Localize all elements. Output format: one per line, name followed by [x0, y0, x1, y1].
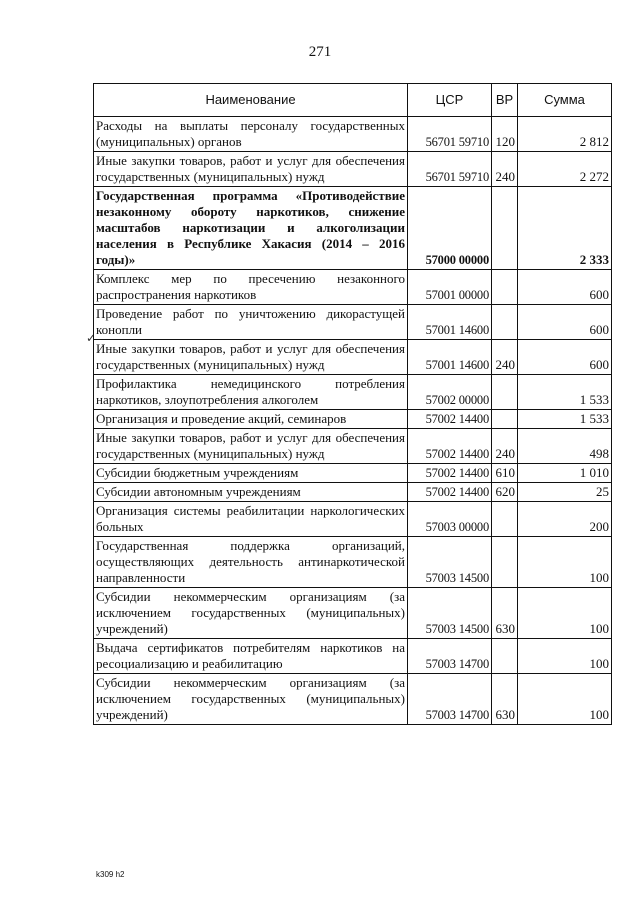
row-vr-cell: 240	[492, 152, 518, 187]
row-csr-cell: 57003 14700	[408, 674, 492, 725]
row-csr-cell: 57003 14500	[408, 537, 492, 588]
row-csr-cell: 57003 00000	[408, 502, 492, 537]
table-row	[94, 674, 612, 725]
row-name-cell: Проведение работ по уничтожению дикорастущей конопли	[94, 305, 408, 340]
row-name-cell: Иные закупки товаров, работ и услуг для обеспечения государственных (муниципальных) нужд	[94, 340, 408, 375]
row-sum-cell: 25	[518, 483, 612, 502]
row-vr-cell	[492, 270, 518, 305]
row-vr-cell	[492, 187, 518, 270]
row-name-cell: Государственная поддержка организаций, осуществляющих деятельность антинаркотической направленности	[94, 537, 408, 588]
row-name-cell: Иные закупки товаров, работ и услуг для обеспечения государственных (муниципальных) нужд	[94, 429, 408, 464]
row-vr-cell: 120	[492, 117, 518, 152]
row-sum-cell: 2 272	[518, 152, 612, 187]
row-sum-cell: 600	[518, 305, 612, 340]
row-sum-cell: 1 533	[518, 410, 612, 429]
table-row	[94, 340, 612, 375]
row-csr-cell: 56701 59710	[408, 152, 492, 187]
row-sum-cell: 2 812	[518, 117, 612, 152]
table-body	[94, 117, 612, 725]
table-row	[94, 375, 612, 410]
row-name-cell: Субсидии бюджетным учреждениям	[94, 464, 408, 483]
row-csr-cell: 57001 14600	[408, 305, 492, 340]
row-csr-cell: 57000 00000	[408, 187, 492, 270]
row-csr-cell: 57002 14400	[408, 410, 492, 429]
row-vr-cell	[492, 537, 518, 588]
row-vr-cell	[492, 502, 518, 537]
table-row	[94, 588, 612, 639]
row-csr-cell: 57003 14700	[408, 639, 492, 674]
row-name-cell: Расходы на выплаты персоналу государственных (муниципальных) органов	[94, 117, 408, 152]
row-csr-cell: 57002 00000	[408, 375, 492, 410]
table-row	[94, 483, 612, 502]
row-csr-cell: 57003 14500	[408, 588, 492, 639]
table-row	[94, 305, 612, 340]
row-name-cell: Организация и проведение акций, семинаров	[94, 410, 408, 429]
table-row	[94, 117, 612, 152]
row-sum-cell: 200	[518, 502, 612, 537]
budget-table	[93, 83, 612, 725]
row-name-cell: Организация системы реабилитации наркологических больных	[94, 502, 408, 537]
row-sum-cell: 100	[518, 537, 612, 588]
row-name-cell: Субсидии автономным учреждениям	[94, 483, 408, 502]
row-sum-cell: 100	[518, 639, 612, 674]
table-row	[94, 429, 612, 464]
row-name-cell: Комплекс мер по пресечению незаконного распространения наркотиков	[94, 270, 408, 305]
row-csr-cell: 57001 00000	[408, 270, 492, 305]
row-sum-cell: 1 010	[518, 464, 612, 483]
row-vr-cell	[492, 410, 518, 429]
header-sum: Сумма	[518, 84, 612, 117]
row-vr-cell: 610	[492, 464, 518, 483]
row-sum-cell: 600	[518, 270, 612, 305]
row-csr-cell: 57002 14400	[408, 483, 492, 502]
row-vr-cell: 240	[492, 340, 518, 375]
row-vr-cell: 630	[492, 674, 518, 725]
row-name-cell: Государственная программа «Противодействие незаконному обороту наркотиков, снижение масштабов наркотизации и алкоголизации населения в Республике Хакасия (2014 – 2016 годы)»	[94, 187, 408, 270]
row-sum-cell: 2 333	[518, 187, 612, 270]
row-sum-cell: 498	[518, 429, 612, 464]
table-header-row	[94, 84, 612, 117]
row-name-cell: Выдача сертификатов потребителям наркотиков на ресоциализацию и реабилитацию	[94, 639, 408, 674]
page-number: 271	[308, 44, 332, 60]
table-row	[94, 639, 612, 674]
row-vr-cell	[492, 375, 518, 410]
row-vr-cell: 240	[492, 429, 518, 464]
row-vr-cell	[492, 305, 518, 340]
row-csr-cell: 57002 14400	[408, 464, 492, 483]
header-name: Наименование	[94, 84, 408, 117]
table-row	[94, 464, 612, 483]
footer-code: k309 h2	[96, 870, 125, 879]
table-row	[94, 502, 612, 537]
row-name-cell: Иные закупки товаров, работ и услуг для обеспечения государственных (муниципальных) нужд	[94, 152, 408, 187]
table-row	[94, 152, 612, 187]
row-sum-cell: 100	[518, 588, 612, 639]
table-row	[94, 410, 612, 429]
header-vr: ВР	[492, 84, 518, 117]
margin-check-mark: ✓	[86, 331, 97, 345]
row-name-cell: Субсидии некоммерческим организациям (за исключением государственных (муниципальных) учреждений)	[94, 588, 408, 639]
row-csr-cell: 57002 14400	[408, 429, 492, 464]
row-vr-cell: 630	[492, 588, 518, 639]
row-sum-cell: 600	[518, 340, 612, 375]
row-sum-cell: 1 533	[518, 375, 612, 410]
row-vr-cell	[492, 639, 518, 674]
header-csr: ЦСР	[408, 84, 492, 117]
row-vr-cell: 620	[492, 483, 518, 502]
table-row	[94, 187, 612, 270]
table-row	[94, 537, 612, 588]
row-csr-cell: 56701 59710	[408, 117, 492, 152]
row-name-cell: Субсидии некоммерческим организациям (за исключением государственных (муниципальных) учреждений)	[94, 674, 408, 725]
row-csr-cell: 57001 14600	[408, 340, 492, 375]
row-sum-cell: 100	[518, 674, 612, 725]
row-name-cell: Профилактика немедицинского потребления наркотиков, злоупотребления алкоголем	[94, 375, 408, 410]
table-row	[94, 270, 612, 305]
